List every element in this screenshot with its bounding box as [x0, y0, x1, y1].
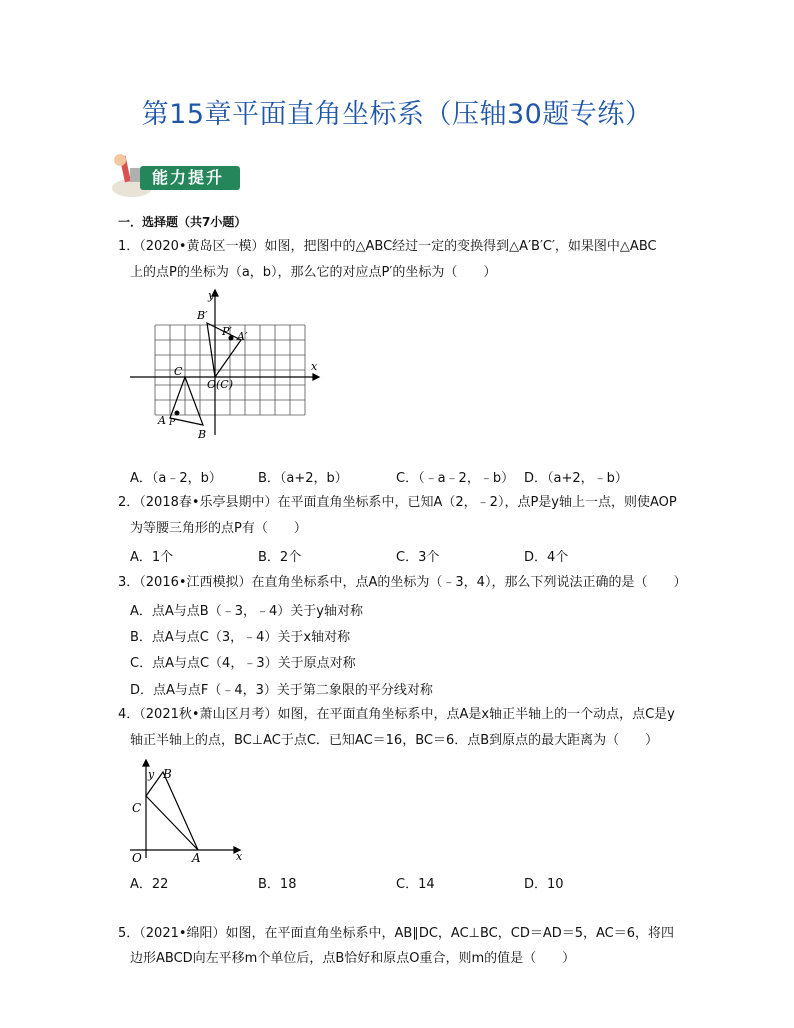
q1-label-b: B: [198, 428, 207, 441]
q4-line1: 4．（2021秋•萧山区月考）如图，在平面直角坐标系中，点A是x轴正半轴上的一个动点，点C是y: [118, 707, 675, 722]
q4-triangle: [146, 772, 198, 850]
q2-option-c[interactable]: C．3个: [396, 550, 440, 565]
ability-banner: [108, 148, 248, 200]
q2-line1: 2．（2018春•乐亭县期中）在平面直角坐标系中，已知A（2，﹣2），点P是y轴上一点，则使AOP: [118, 495, 677, 510]
q1-label-pp: P′: [222, 325, 232, 338]
q2-option-a[interactable]: A．1个: [130, 550, 174, 565]
q3-option-c[interactable]: C．点A与点C（4，﹣3）关于原点对称: [130, 656, 356, 671]
q4-label-b: B: [163, 767, 172, 781]
q5-line2: 边形ABCD向左平移m个单位后，点B恰好和原点O重合，则m的值是（ ）: [130, 951, 576, 966]
q1-label-a: A: [158, 414, 166, 427]
page-title: 第15章平面直角坐标系（压轴30题专练）: [141, 99, 653, 130]
q3-option-b[interactable]: B．点A与点C（3，﹣4）关于x轴对称: [130, 630, 351, 645]
q2-line2: 为等腰三角形的点P有（ ）: [130, 521, 307, 536]
q1-option-b[interactable]: B．（a+2，b）: [258, 471, 348, 486]
q2-option-d[interactable]: D．4个: [524, 550, 569, 565]
q4-label-c: C: [132, 801, 142, 815]
q4-option-c[interactable]: C．14: [396, 877, 435, 892]
q4-label-x: x: [236, 850, 243, 863]
q4-option-a[interactable]: A．22: [130, 877, 169, 892]
q1-line2: 上的点P的坐标为（a，b），那么它的对应点P′的坐标为（ ）: [130, 265, 497, 280]
q3-line1: 3．（2016•江西模拟）在直角坐标系中，点A的坐标为（﹣3，4），那么下列说法正确的是（ ）: [118, 575, 687, 590]
q1-figure: [125, 285, 325, 445]
q2-option-b[interactable]: B．2个: [258, 550, 302, 565]
q1-point-p: [175, 411, 180, 416]
banner-label: 能力提升: [140, 166, 240, 190]
q1-label-p: P: [169, 418, 176, 428]
q5-line1: 5．（2021•绵阳）如图，在平面直角坐标系中，AB∥DC，AC⊥BC，CD＝AD＝5，AC＝6，将四: [118, 926, 675, 941]
q3-option-a[interactable]: A．点A与点B（﹣3，﹣4）关于y轴对称: [130, 604, 363, 619]
q3-option-d[interactable]: D．点A与点F（﹣4，3）关于第二象限的平分线对称: [130, 683, 433, 698]
q4-line2: 轴正半轴上的点，BC⊥AC于点C．已知AC＝16，BC＝6．点B到原点的最大距离为（ ）: [130, 733, 659, 748]
q1-label-c: C: [174, 365, 183, 378]
q1-line1: 1．（2020•黄岛区一模）如图，把图中的△ABC经过一定的变换得到△A′B′C′，如果图中△ABC: [118, 239, 657, 254]
q1-label-oc: O(C): [207, 378, 234, 391]
q1-label-x: x: [311, 360, 318, 373]
section-heading: 一．选择题（共7小题）: [118, 215, 247, 229]
q1-option-d[interactable]: D．（a+2，﹣b）: [524, 471, 628, 486]
q1-label-bp: B′: [197, 309, 208, 322]
q1-label-y: y: [208, 289, 215, 302]
q4-label-y: y: [148, 768, 155, 781]
q4-label-a: A: [192, 851, 201, 865]
q1-option-a[interactable]: A．（a﹣2，b）: [130, 471, 222, 486]
q4-label-o: O: [132, 851, 142, 865]
q1-label-ap: A′: [237, 330, 248, 343]
q1-option-c[interactable]: C．（﹣a﹣2，﹣b）: [396, 471, 515, 486]
q4-option-b[interactable]: B．18: [258, 877, 297, 892]
q4-figure: [128, 758, 258, 866]
q4-option-d[interactable]: D．10: [524, 877, 564, 892]
